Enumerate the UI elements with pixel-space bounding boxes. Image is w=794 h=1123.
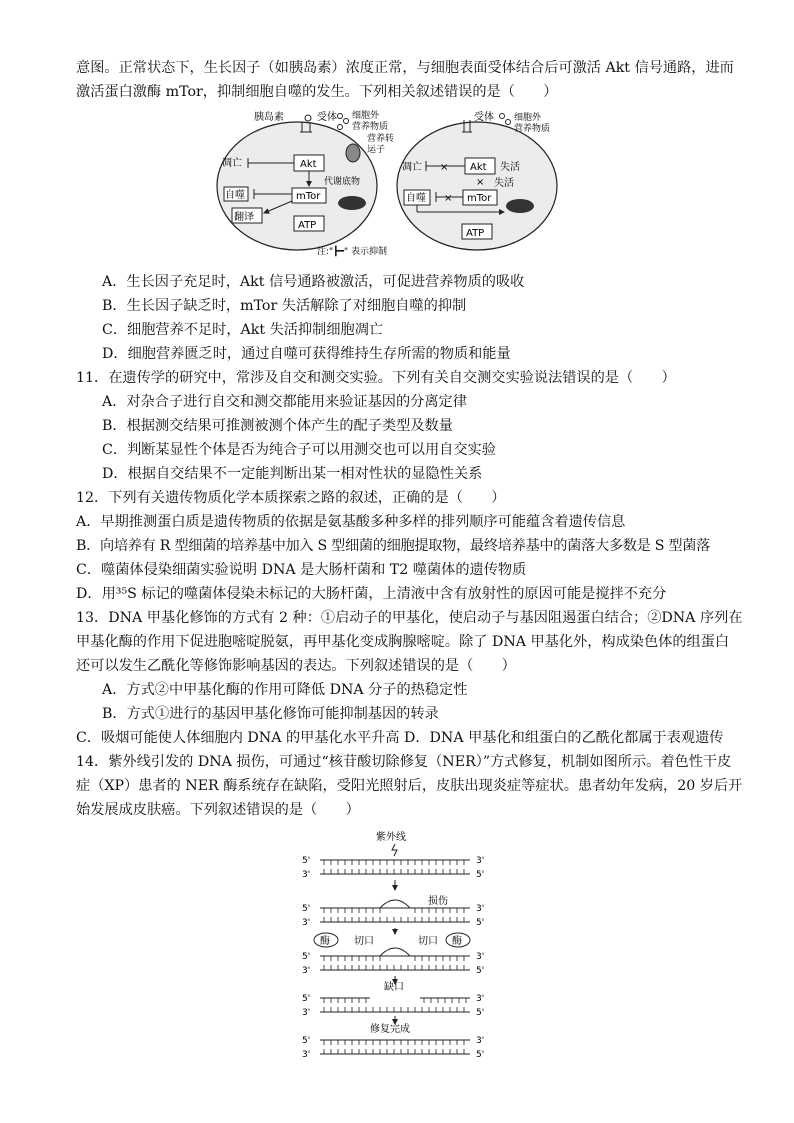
nutrient-icon bbox=[338, 114, 343, 119]
transporter-icon bbox=[346, 144, 360, 162]
mitochondria-icon bbox=[338, 196, 366, 210]
cut-left-label: 切口 bbox=[354, 936, 374, 947]
q12-stem: 12．下列有关遗传物质化学本质探索之路的叙述，正确的是（ ） bbox=[76, 490, 506, 506]
strand-end-label: 3' bbox=[476, 904, 485, 914]
q13-line-2: 甲基化酶的作用下促进胞嘧啶脱氨，再甲基化变成胸腺嘧啶。除了 DNA 甲基化外，构成染色体的组蛋白 bbox=[76, 634, 730, 650]
q14-line-1: 14．紫外线引发的 DNA 损伤，可通过“核苷酸切除修复（NER）”方式修复，机制如图所示。着色性干皮 bbox=[76, 754, 732, 770]
block-x-icon: × bbox=[440, 162, 449, 173]
mtor-inactive-label: 失活 bbox=[494, 178, 514, 189]
nutrient-icon bbox=[338, 125, 343, 130]
strand-end-label: 3' bbox=[476, 994, 485, 1004]
q10-option-b: B．生长因子缺乏时，mTor 失活解除了对细胞自噬的抑制 bbox=[102, 298, 467, 314]
block-x-icon: × bbox=[444, 193, 453, 204]
uv-label: 紫外线 bbox=[376, 832, 406, 843]
q10-option-d: D．细胞营养匮乏时，通过自噬可获得维持生存所需的物质和能量 bbox=[102, 346, 511, 362]
q10-option-a: A．生长因子充足时，Akt 信号通路被激活，可促进营养物质的吸收 bbox=[102, 274, 525, 290]
transporter-label-2: 运子 bbox=[367, 145, 386, 155]
atp-label: ATP bbox=[298, 220, 317, 231]
insulin-label: 胰岛素 bbox=[254, 112, 284, 123]
strand-end-label: 5' bbox=[476, 870, 485, 880]
strand-end-label: 5' bbox=[302, 904, 311, 914]
q13-option-a: A．方式②中甲基化酶的作用可降低 DNA 分子的热稳定性 bbox=[102, 682, 468, 698]
q13-line-3: 还可以发生乙酰化等修饰影响基因的表达。下列叙述错误的是（ ） bbox=[76, 658, 516, 674]
q12-option-d: D．用³⁵S 标记的噬菌体侵染未标记的大肠杆菌，上清液中含有放射性的原因可能是搅拌不充分 bbox=[76, 586, 667, 602]
metabolite-label: 代谢底物 bbox=[324, 177, 361, 187]
strand-end-label: 3' bbox=[302, 1008, 311, 1018]
translation-label: 翻译 bbox=[234, 212, 254, 223]
q13-option-cd: C．吸烟可能使人体细胞内 DNA 的甲基化水平升高 D．DNA 甲基化和组蛋白的乙酰化都属于表观遗传 bbox=[76, 730, 724, 746]
akt-label: Akt bbox=[300, 159, 317, 170]
strand-end-label: 5' bbox=[476, 1008, 485, 1018]
cell-signaling-diagram bbox=[212, 108, 562, 258]
q13-line-1: 13．DNA 甲基化修饰的方式有 2 种：①启动子的甲基化，使启动子与基因阻遏蛋白结合；②DNA 序列在 bbox=[76, 610, 743, 626]
insulin-molecule-icon bbox=[305, 115, 311, 121]
inhibit-note: 注:"┣━" 表示抑制 bbox=[317, 247, 388, 257]
q11-option-d: D．根据自交结果不一定能判断出某一相对性状的显隐性关系 bbox=[102, 466, 483, 482]
apoptosis-label-right: 凋亡 bbox=[402, 162, 422, 173]
strand-end-label: 3' bbox=[476, 952, 485, 962]
apoptosis-label: 凋亡 bbox=[222, 158, 242, 169]
intro-line-2: 激活蛋白激酶 mTor，抑制细胞自噬的发生。下列相关叙述错误的是（ ） bbox=[76, 84, 558, 100]
q11-stem: 11．在遗传学的研究中，常涉及自交和测交实验。下列有关自交测交实验说法错误的是（ ） bbox=[76, 370, 676, 386]
strand-end-label: 3' bbox=[302, 1050, 311, 1060]
mitochondria-icon-right bbox=[506, 199, 534, 213]
uv-bolt-icon bbox=[392, 844, 397, 856]
q12-option-a: A．早期推测蛋白质是遗传物质的依据是氨基酸多种多样的排列顺序可能蕴含着遗传信息 bbox=[76, 514, 626, 530]
q11-option-c: C．判断某显性个体是否为纯合子可以用测交也可以用自交实验 bbox=[102, 442, 496, 458]
transporter-label-1: 营养转 bbox=[367, 134, 395, 144]
ner-repair-diagram bbox=[300, 828, 500, 1066]
q10-option-c: C．细胞营养不足时，Akt 失活抑制细胞凋亡 bbox=[102, 322, 384, 338]
block-x-icon: × bbox=[476, 177, 485, 188]
strand-end-label: 5' bbox=[302, 994, 311, 1004]
mtor-label-right: mTor bbox=[467, 193, 492, 204]
receptor-label-right: 受体 bbox=[474, 112, 494, 123]
autophagy-label-right: 自噬 bbox=[406, 193, 426, 204]
damage-label: 损伤 bbox=[428, 896, 448, 907]
akt-label-right: Akt bbox=[470, 162, 487, 173]
nutrients-label-right: 营养物质 bbox=[514, 124, 551, 134]
strand-end-label: 3' bbox=[476, 856, 485, 866]
gap-label: 缺口 bbox=[384, 982, 404, 993]
q12-option-b: B．向培养有 R 型细菌的培养基中加入 S 型细菌的细胞提取物，最终培养基中的菌落大多数是 S 型菌落 bbox=[76, 538, 710, 554]
mtor-label: mTor bbox=[296, 191, 321, 202]
nutrient-icon bbox=[344, 119, 349, 124]
q11-option-b: B．根据测交结果可推测被测个体产生的配子类型及数量 bbox=[102, 418, 453, 434]
damage-bump bbox=[380, 900, 410, 908]
q14-line-2: 症（XP）患者的 NER 酶系统存在缺陷，受阳光照射后，皮肤出现炎症等症状。患者幼年发病，20 岁后开 bbox=[76, 778, 743, 794]
strand-end-label: 5' bbox=[476, 966, 485, 976]
enzyme-right-label: 酶 bbox=[452, 936, 462, 947]
strand-end-label: 3' bbox=[476, 1036, 485, 1046]
akt-inactive-label: 失活 bbox=[500, 162, 520, 173]
atp-label-right: ATP bbox=[466, 228, 485, 239]
q12-option-c: C．噬菌体侵染细菌实验说明 DNA 是大肠杆菌和 T2 噬菌体的遗传物质 bbox=[76, 562, 527, 578]
strand-end-label: 5' bbox=[302, 1036, 311, 1046]
strand-end-label: 5' bbox=[302, 952, 311, 962]
strand-end-label: 5' bbox=[476, 918, 485, 928]
intro-line-1: 意图。正常状态下，生长因子（如胰岛素）浓度正常，与细胞表面受体结合后可激活 Akt 信号通路，进而 bbox=[76, 60, 734, 76]
repaired-label: 修复完成 bbox=[370, 1024, 410, 1035]
strand-end-label: 5' bbox=[302, 856, 311, 866]
nutrients-label: 营养物质 bbox=[352, 122, 389, 132]
q13-option-b: B．方式①进行的基因甲基化修饰可能抑制基因的转录 bbox=[102, 706, 439, 722]
extracellular-label-right: 细胞外 bbox=[514, 113, 542, 123]
autophagy-label: 自噬 bbox=[225, 190, 245, 201]
nutrient-icon bbox=[500, 114, 505, 119]
strand-end-label: 3' bbox=[302, 966, 311, 976]
cut-right-label: 切口 bbox=[418, 936, 438, 947]
nutrient-icon bbox=[506, 120, 511, 125]
strand-end-label: 3' bbox=[302, 870, 311, 880]
q11-option-a: A．对杂合子进行自交和测交都能用来验证基因的分离定律 bbox=[102, 394, 467, 410]
extracellular-label: 细胞外 bbox=[352, 111, 380, 121]
enzyme-left-label: 酶 bbox=[320, 936, 330, 947]
strand-end-label: 3' bbox=[302, 918, 311, 928]
receptor-label: 受体 bbox=[317, 112, 337, 123]
damage-bump bbox=[380, 948, 410, 956]
strand-end-label: 5' bbox=[476, 1050, 485, 1060]
q14-line-3: 始发展成皮肤癌。下列叙述错误的是（ ） bbox=[76, 802, 360, 818]
